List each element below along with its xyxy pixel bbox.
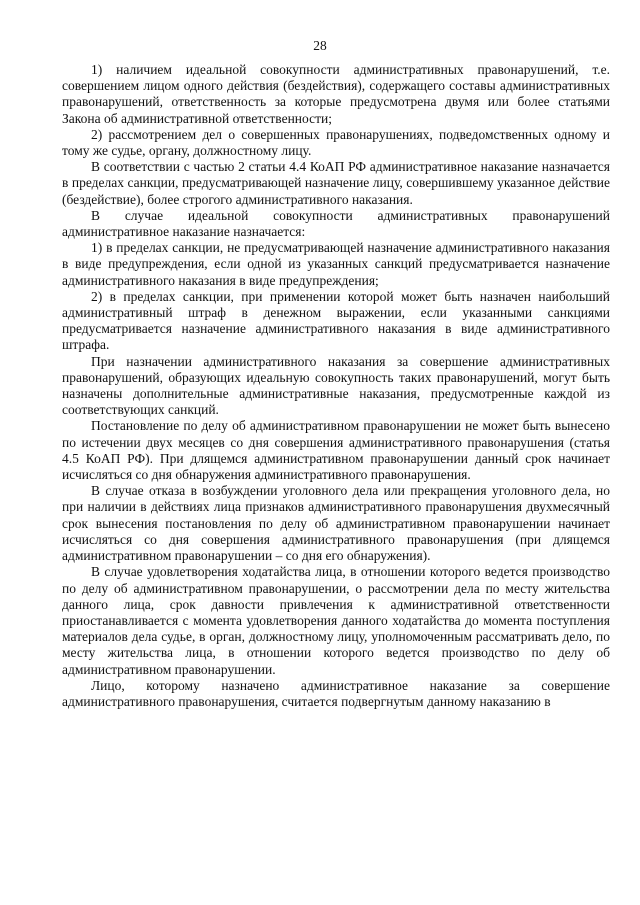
document-body [62, 62, 610, 710]
paragraph-residence-petition: В случае удовлетворения ходатайства лица, в отношении которого ведется производство по делу об административном правонарушении, о рассмотрении дела по месту жительства данного лица, срок давности привлечения к административной ответственности приостанавливается с момента удовлетворения данного ходатайства до момента поступления материалов дела судье, в орган, должностному лицу, уполномоченным рассматривать дело, по месту жительства лица, в отношении которого ведется производство по делу об административном правонарушении. [62, 564, 610, 677]
page-number: 28 [313, 38, 327, 53]
paragraph-warning-sanction: 1) в пределах санкции, не предусматривающей назначение административного наказания в виде предупреждения, если одной из указанных санкций предусматривается назначение административного наказания в виде предупреждения; [62, 240, 610, 288]
paragraph-article-4-4: В соответствии с частью 2 статьи 4.4 КоАП РФ административное наказание назначается в пределах санкции, предусматривающей назначение лицу, совершившему указанное действие (бездействие), более строгого административного наказания. [62, 159, 610, 207]
paragraph-criminal-case-refusal: В случае отказа в возбуждении уголовного дела или прекращения уголовного дела, но при наличии в действиях лица признаков административного правонарушения двухмесячный срок вынесения постановления по делу об административном правонарушении начинает исчисляться со дня совершения административного правонарушения (при длящемся административном правонарушении – со дня его обнаружения). [62, 483, 610, 564]
paragraph-additional-penalties: При назначении административного наказания за совершение административных правонарушений, образующих идеальную совокупность таких правонарушений, могут быть назначены дополнительные административные наказания, предусмотренные каждой из соответствующих санкций. [62, 353, 610, 418]
paragraph-ideal-aggregate-condition: 1) наличием идеальной совокупности административных правонарушений, т.е. совершением лицом одного действия (бездействия), содержащего составы административных правонарушений, ответственность за которые предусмотрена двумя или более статьями Закона об административной ответственности; [62, 62, 610, 126]
paragraph-penalty-subject: Лицо, которому назначено административное наказание за совершение административного правонарушения, считается подвергнутым данному наказанию в [62, 677, 610, 709]
paragraph-two-month-term: Постановление по делу об административном правонарушении не может быть вынесено по истечении двух месяцев со дня совершения административного правонарушения (статья 4.5 КоАП РФ). При длящемся административном правонарушении данный срок начинает исчисляться со дня обнаружения административного правонарушения. [62, 418, 610, 483]
paragraph-ideal-aggregate-intro: В случае идеальной совокупности административных правонарушений административное наказание назначается: [62, 207, 610, 240]
paragraph-fine-sanction: 2) в пределах санкции, при применении которой может быть назначен наибольший административный штраф в денежном выражении, если указанными санкциями предусматривается назначение административного наказания в виде административного штрафа. [62, 288, 610, 353]
paragraph-same-judge-condition: 2) рассмотрением дел о совершенных правонарушениях, подведомственных одному и тому же судье, органу, должностному лицу. [62, 126, 610, 159]
